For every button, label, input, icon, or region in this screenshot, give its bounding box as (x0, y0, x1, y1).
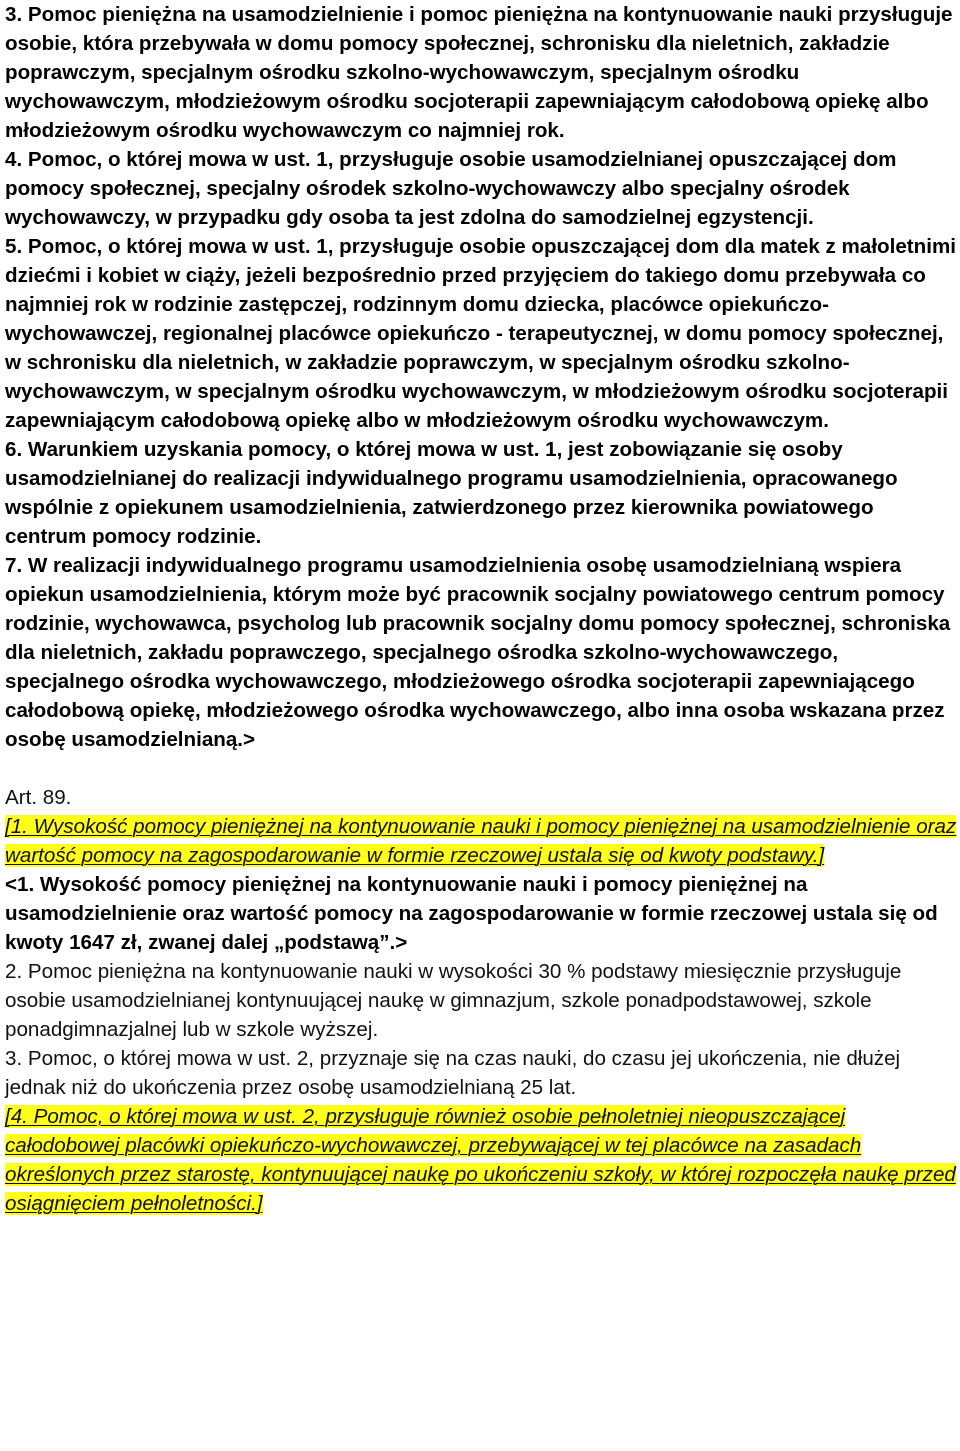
document-page (5, 0, 957, 1218)
paragraph-6: 6. Warunkiem uzyskania pomocy, o której mowa w ust. 1, jest zobowiązanie się osoby usamodzielnianej do realizacji indywidualnego programu usamodzielnienia, opracowanego wspólnie z opiekunem usamodzielnienia, zatwierdzonego przez kierownika powiatowego centrum pomocy rodzinie. (5, 438, 898, 548)
article-paragraph-4-old (5, 1102, 957, 1218)
spacer (5, 754, 957, 783)
article-paragraph-3: 3. Pomoc, o której mowa w ust. 2, przyznaje się na czas nauki, do czasu jej ukończenia, nie dłużej jednak niż do ukończenia przez osobę usamodzielnianą 25 lat. (5, 1047, 901, 1099)
article-paragraph-1-old (5, 812, 957, 870)
article-paragraph-2: 2. Pomoc pieniężna na kontynuowanie nauki w wysokości 30 % podstawy miesięcznie przysługuje osobie usamodzielnianej kontynuującej naukę w gimnazjum, szkole ponadpodstawowej, szkole ponadgimnazjalnej lub w szkole wyższej. (5, 960, 902, 1041)
paragraph-3: 3. Pomoc pieniężna na usamodzielnienie i pomoc pieniężna na kontynuowanie nauki przysługuje osobie, która przebywała w domu pomocy społecznej, schronisku dla nieletnich, zakładzie poprawczym, specjalnym ośrodku szkolno-wychowawczym, specjalnym ośrodku wychowawczym, młodzieżowym ośrodku socjoterapii zapewniającym całodobową opiekę albo młodzieżowym ośrodku wychowawczym co najmniej rok. (5, 3, 953, 142)
paragraph-7: 7. W realizacji indywidualnego programu usamodzielnienia osobę usamodzielnianą wspiera opiekun usamodzielnienia, którym może być pracownik socjalny powiatowego centrum pomocy rodzinie, wychowawca, psycholog lub pracownik socjalny domu pomocy społecznej, schroniska dla nieletnich, zakładu poprawczego, specjalnego ośrodka szkolno-wychowawczego, specjalnego ośrodka wychowawczego, młodzieżowego ośrodka socjoterapii zapewniającego całodobową opiekę, młodzieżowego ośrodka wychowawczego, albo inna osoba wskazana przez osobę usamodzielnianą.> (5, 554, 951, 751)
article-heading: Art. 89. (5, 786, 72, 809)
article-paragraph-1-new: <1. Wysokość pomocy pieniężnej na kontynuowanie nauki i pomocy pieniężnej na usamodzielnienie oraz wartość pomocy na zagospodarowanie w formie rzeczowej ustala się od kwoty 1647 zł, zwanej dalej „podstawą”.> (5, 873, 938, 954)
paragraph-4: 4. Pomoc, o której mowa w ust. 1, przysługuje osobie usamodzielnianej opuszczającej dom pomocy społecznej, specjalny ośrodek szkolno-wychowawczy albo specjalny ośrodek wychowawczy, w przypadku gdy osoba ta jest zdolna do samodzielnej egzystencji. (5, 148, 897, 229)
highlighted-text: [1. Wysokość pomocy pieniężnej na kontynuowanie nauki i pomocy pieniężnej na usamodzielnienie oraz wartość pomocy na zagospodarowanie w formie rzeczowej ustala się od kwoty podstawy.] (5, 815, 957, 867)
highlighted-text: [4. Pomoc, o której mowa w ust. 2, przysługuje również osobie pełnoletniej nieopuszczającej całodobowej placówki opiekuńczo-wychowawczej, przebywającej w tej placówce na zasadach określonych przez starostę, kontynuującej naukę po ukończeniu szkoły, w której rozpoczęła naukę przed osiągnięciem pełnoletności.] (5, 1105, 956, 1215)
paragraph-5: 5. Pomoc, o której mowa w ust. 1, przysługuje osobie opuszczającej dom dla matek z małoletnimi dziećmi i kobiet w ciąży, jeżeli bezpośrednio przed przyjęciem do takiego domu przebywała co najmniej rok w rodzinie zastępczej, rodzinnym domu dziecka, placówce opiekuńczo-wychowawczej, regionalnej placówce opiekuńczo - terapeutycznej, w domu pomocy społecznej, w schronisku dla nieletnich, w zakładzie poprawczym, w specjalnym ośrodku szkolno-wychowawczym, w specjalnym ośrodku wychowawczym, w młodzieżowym ośrodku socjoterapii zapewniającym całodobową opiekę albo w młodzieżowym ośrodku wychowawczym. (5, 235, 956, 432)
